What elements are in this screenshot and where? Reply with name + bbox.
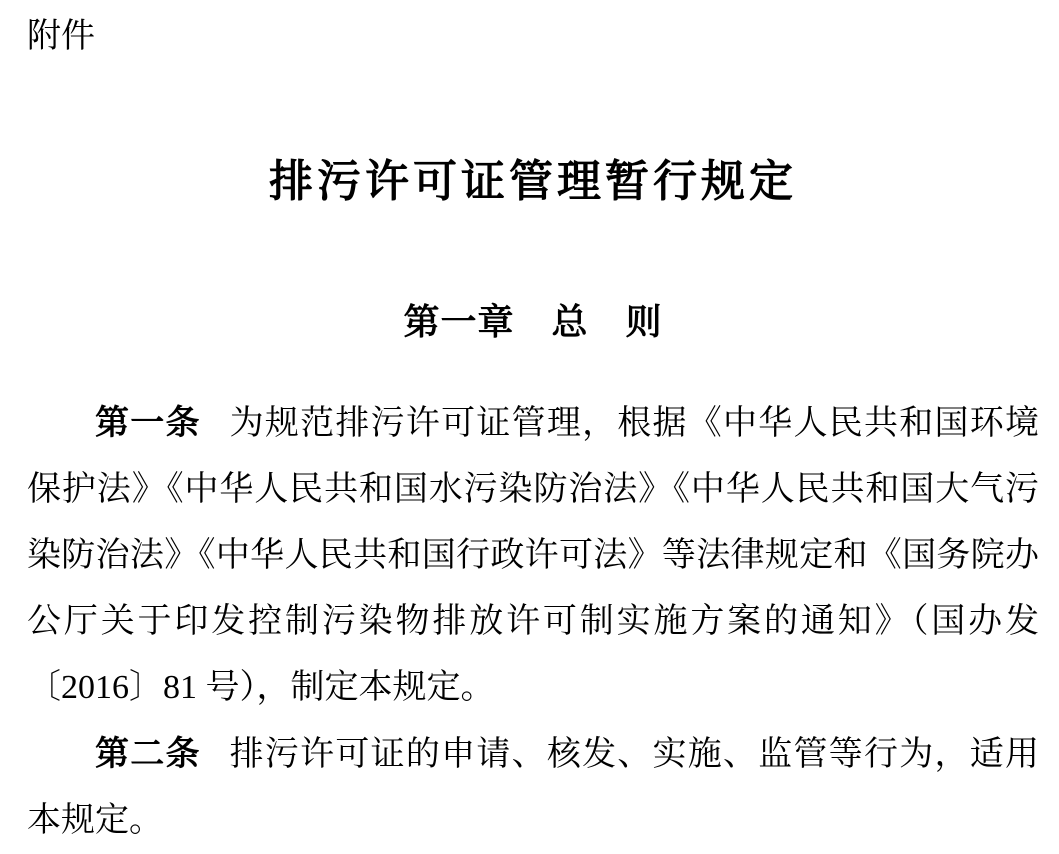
article-1-text: 为规范排污许可证管理，根据《中华人民共和国环境保护法》《中华人民共和国水污染防治法》《中华人民共和国大气污染防治法》《中华人民共和国行政许可法》等法律规定和《国务院办公厅关于印发控制污染物排放许可制实施方案的通知》（国办发〔2016〕81 号），制定本规定。 [27,405,1039,706]
chapter-heading: 第一章 总 则 [403,301,663,342]
document-title: 排污许可证管理暂行规定 [269,157,797,206]
paragraph-article-1 [27,390,1039,721]
article-2-text: 排污许可证的申请、核发、实施、监管等行为，适用本规定。 [27,736,1039,839]
attachment-label: 附件 [27,17,95,55]
paragraph-article-2 [27,721,1039,854]
article-2-number: 第二条 [95,735,201,773]
article-1-number: 第一条 [95,404,201,442]
document-body [27,390,1039,854]
